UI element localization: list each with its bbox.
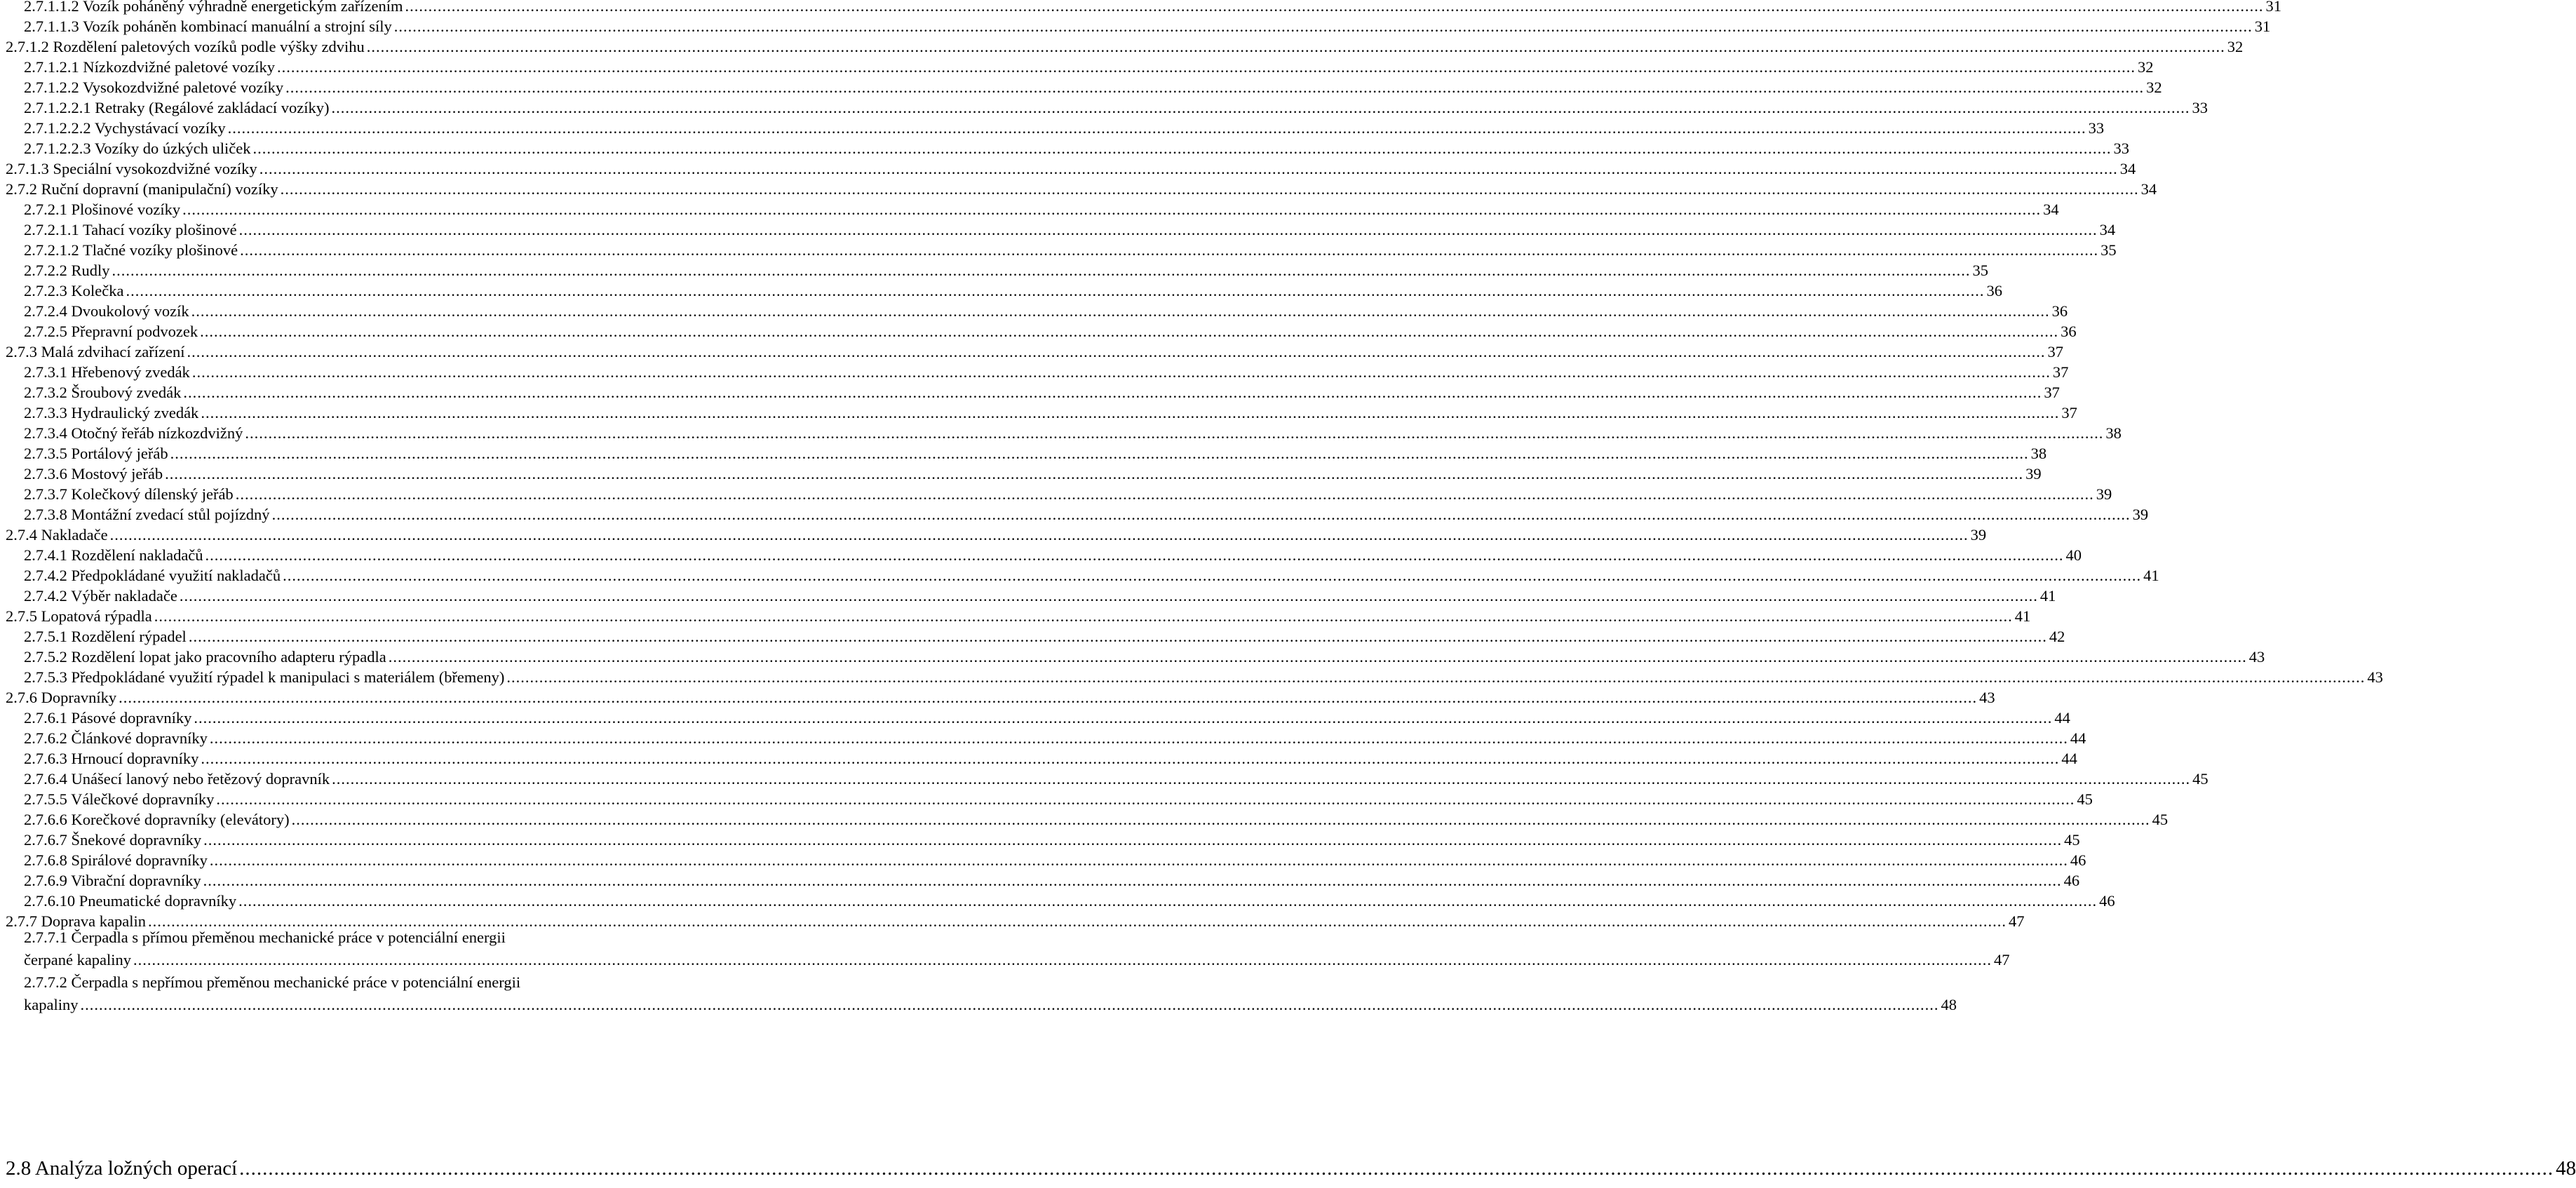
dot-leader: ................................................................................................................................................................................................................................................................................................................................................................................................................ xyxy=(170,445,2029,462)
toc-entry[interactable] xyxy=(6,525,1987,546)
dot-leader: ................................................................................................................................................................................................................................................................................................................................................................................................................ xyxy=(405,0,2264,15)
dot-leader: ................................................................................................................................................................................................................................................................................................................................................................................................................ xyxy=(235,485,2094,503)
toc-entry-title: 2.7.6.1 Pásové dopravníky xyxy=(24,709,192,727)
toc-entry[interactable] xyxy=(24,260,1989,281)
toc-entry-title: 2.7.3 Malá zdvihací zařízení xyxy=(6,343,185,360)
toc-page-number: 39 xyxy=(1970,526,1987,544)
toc-entry[interactable] xyxy=(24,565,2159,586)
toc-entry[interactable] xyxy=(6,179,2157,200)
toc-entry-title: 2.7.3.8 Montážní zvedací stůl pojízdný xyxy=(24,506,270,523)
toc-entry[interactable] xyxy=(6,342,2064,363)
toc-entry-title: 2.7.2.3 Kolečka xyxy=(24,282,124,299)
toc-entry[interactable] xyxy=(24,769,2209,790)
toc-page-number: 43 xyxy=(2248,648,2265,666)
toc-entry-title: 2.7.3.3 Hydraulický zvedák xyxy=(24,404,199,421)
toc-entry[interactable] xyxy=(24,57,2154,78)
dot-leader: ................................................................................................................................................................................................................................................................................................................................................................................................................ xyxy=(331,99,2190,116)
toc-entry[interactable] xyxy=(24,950,2010,971)
toc-entry-title: 2.7.1.2.2.2 Vychystávací vozíky xyxy=(24,119,226,137)
dot-leader: ................................................................................................................................................................................................................................................................................................................................................................................................................ xyxy=(216,790,2075,808)
toc-page-number: 32 xyxy=(2227,38,2244,55)
toc-page-number: 42 xyxy=(2049,628,2065,645)
toc-page-number: 32 xyxy=(2138,58,2154,76)
toc-entry-title: 2.7.5.2 Rozdělení lopat jako pracovního adapteru rýpadla xyxy=(24,648,386,666)
toc-entry[interactable] xyxy=(24,403,2077,424)
toc-entry-title: 2.7.4.2 Výběr nakladače xyxy=(24,587,177,605)
toc-entry[interactable] xyxy=(24,728,2086,749)
dot-leader: ................................................................................................................................................................................................................................................................................................................................................................................................................ xyxy=(194,709,2053,727)
toc-entry[interactable] xyxy=(24,220,2116,241)
toc-page-number: 48 xyxy=(1941,996,1957,1013)
toc-entry[interactable] xyxy=(24,0,2281,17)
toc-entry[interactable] xyxy=(24,708,2070,729)
toc-entry-title: 2.7.2.1.2 Tlačné vozíky plošinové xyxy=(24,241,238,259)
toc-page-number: 44 xyxy=(2070,729,2086,747)
dot-leader: ................................................................................................................................................................................................................................................................................................................................................................................................................ xyxy=(205,546,2064,564)
toc-entry-title: 2.7.6 Dopravníky xyxy=(6,689,117,706)
toc-entry-title: 2.7.3.4 Otočný řeřáb nízkozdvižný xyxy=(24,424,243,442)
toc-entry-title: 2.7.1.2.2 Vysokozdvižné paletové vozíky xyxy=(24,79,284,96)
toc-entry-title: 2.7.4 Nakladače xyxy=(6,526,108,544)
toc-entry[interactable] xyxy=(24,281,2002,302)
toc-entry-title: 2.7.7 Doprava kapalin xyxy=(6,912,146,930)
toc-entry-title: 2.7.1.2.2.3 Vozíky do úzkých uliček xyxy=(24,140,251,157)
toc-entry-title: 2.7.3.7 Kolečkový dílenský jeřáb xyxy=(24,485,234,503)
dot-leader: ................................................................................................................................................................................................................................................................................................................................................................................................................ xyxy=(201,750,2060,767)
dot-leader: ................................................................................................................................................................................................................................................................................................................................................................................................................ xyxy=(227,119,2086,137)
dot-leader: ................................................................................................................................................................................................................................................................................................................................................................................................................ xyxy=(252,140,2112,157)
dot-leader: ................................................................................................................................................................................................................................................................................................................................................................................................................ xyxy=(133,951,1992,968)
toc-entry-title-line1[interactable]: 2.7.7.2 Čerpadla s nepřímou přeměnou mechanické práce v potenciální energii xyxy=(24,973,521,991)
toc-page-number: 41 xyxy=(2143,567,2159,584)
dot-leader: ................................................................................................................................................................................................................................................................................................................................................................................................................ xyxy=(200,323,2059,340)
dot-leader: ................................................................................................................................................................................................................................................................................................................................................................................................................ xyxy=(283,567,2142,584)
toc-entry-title: 2.7.6.3 Hrnoucí dopravníky xyxy=(24,750,199,767)
toc-page-number: 34 xyxy=(2043,201,2059,218)
toc-entry-title-line1[interactable]: 2.7.7.1 Čerpadla s přímou přeměnou mechanické práce v potenciální energii xyxy=(24,929,506,946)
dot-leader: ................................................................................................................................................................................................................................................................................................................................................................................................................ xyxy=(182,201,2042,218)
toc-entry[interactable] xyxy=(24,423,2122,444)
dot-leader: ................................................................................................................................................................................................................................................................................................................................................................................................................ xyxy=(203,831,2063,849)
toc-page-number: 38 xyxy=(2030,445,2047,462)
toc-entry[interactable] xyxy=(24,545,2082,566)
toc-page-number: 32 xyxy=(2146,79,2162,96)
toc-entry-title: 2.7.1.1.3 Vozík poháněn kombinací manuální a strojní síly xyxy=(24,18,392,35)
toc-page-number: 34 xyxy=(2119,160,2136,177)
toc-entry-title: 2.7.6.9 Vibrační dopravníky xyxy=(24,872,201,889)
toc-entry-title: 2.7.3.5 Portálový jeřáb xyxy=(24,445,168,462)
dot-leader: ................................................................................................................................................................................................................................................................................................................................................................................................................ xyxy=(203,872,2062,889)
toc-entry[interactable] xyxy=(24,484,2112,505)
toc-page-number: 31 xyxy=(2265,0,2281,15)
dot-leader: ................................................................................................................................................................................................................................................................................................................................................................................................................ xyxy=(239,1157,2554,1180)
toc-entry[interactable] xyxy=(6,1156,2576,1181)
dot-leader: ................................................................................................................................................................................................................................................................................................................................................................................................................ xyxy=(119,689,1978,706)
toc-entry-title: kapaliny xyxy=(24,996,79,1013)
toc-page-number: 44 xyxy=(2061,750,2077,767)
toc-entry-title: 2.7.6.10 Pneumatické dopravníky xyxy=(24,892,237,910)
toc-entry[interactable] xyxy=(24,118,2105,139)
dot-leader: ................................................................................................................................................................................................................................................................................................................................................................................................................ xyxy=(154,607,2013,625)
dot-leader: ................................................................................................................................................................................................................................................................................................................................................................................................................ xyxy=(201,404,2060,421)
toc-entry[interactable] xyxy=(24,199,2059,220)
toc-page-number: 46 xyxy=(2099,892,2115,910)
toc-entry-title: 2.7.2.2 Rudly xyxy=(24,262,110,279)
toc-entry[interactable] xyxy=(6,158,2136,180)
toc-entry[interactable] xyxy=(24,362,2069,383)
toc-entry[interactable] xyxy=(24,77,2162,98)
toc-page-number: 43 xyxy=(1979,689,1995,706)
toc-entry[interactable] xyxy=(24,748,2077,769)
toc-page-number: 35 xyxy=(2100,241,2117,259)
toc-page-number: 36 xyxy=(2061,323,2077,340)
toc-entry-title: 2.7.4.1 Rozdělení nakladačů xyxy=(24,546,203,564)
dot-leader: ................................................................................................................................................................................................................................................................................................................................................................................................................ xyxy=(109,526,1969,544)
dot-leader: ................................................................................................................................................................................................................................................................................................................................................................................................................ xyxy=(147,912,2007,930)
dot-leader: ................................................................................................................................................................................................................................................................................................................................................................................................................ xyxy=(183,384,2042,401)
toc-entry[interactable] xyxy=(24,138,2130,159)
toc-entry[interactable] xyxy=(24,504,2149,525)
dot-leader: ................................................................................................................................................................................................................................................................................................................................................................................................................ xyxy=(191,302,2050,320)
toc-page-number: 47 xyxy=(2008,912,2025,930)
dot-leader: ................................................................................................................................................................................................................................................................................................................................................................................................................ xyxy=(393,18,2253,35)
toc-entry[interactable] xyxy=(6,36,2244,58)
toc-page-number: 33 xyxy=(2192,99,2208,116)
toc-page-number: 39 xyxy=(2132,506,2149,523)
dot-leader: ................................................................................................................................................................................................................................................................................................................................................................................................................ xyxy=(188,628,2047,645)
toc-page-number: 39 xyxy=(2025,465,2042,482)
toc-page-number: 37 xyxy=(2061,404,2077,421)
dot-leader: ................................................................................................................................................................................................................................................................................................................................................................................................................ xyxy=(271,506,2131,523)
dot-leader: ................................................................................................................................................................................................................................................................................................................................................................................................................ xyxy=(388,648,2247,666)
toc-entry-title: 2.7.6.2 Článkové dopravníky xyxy=(24,729,208,747)
toc-entry[interactable] xyxy=(24,850,2086,871)
toc-entry-title: 2.7.6.8 Spirálové dopravníky xyxy=(24,851,208,869)
toc-entry[interactable] xyxy=(24,667,2383,688)
toc-entry[interactable] xyxy=(24,647,2265,668)
dot-leader: ................................................................................................................................................................................................................................................................................................................................................................................................................ xyxy=(191,363,2051,381)
toc-entry-title: 2.7.1.2.1 Nízkozdvižné paletové vozíky xyxy=(24,58,276,76)
dot-leader: ................................................................................................................................................................................................................................................................................................................................................................................................................ xyxy=(187,343,2046,360)
toc-entry[interactable] xyxy=(24,626,2065,647)
dot-leader: ................................................................................................................................................................................................................................................................................................................................................................................................................ xyxy=(179,587,2038,605)
toc-page-number: 38 xyxy=(2105,424,2122,442)
toc-page-number: 47 xyxy=(1994,951,2010,968)
toc-page-number: 35 xyxy=(1972,262,1989,279)
toc-entry-title: čerpané kapaliny xyxy=(24,951,132,968)
dot-leader: ................................................................................................................................................................................................................................................................................................................................................................................................................ xyxy=(291,811,2150,828)
dot-leader: ................................................................................................................................................................................................................................................................................................................................................................................................................ xyxy=(285,79,2145,96)
toc-entry[interactable] xyxy=(24,382,2060,403)
toc-entry-title: 2.7.1.3 Speciální vysokozdvižné vozíky xyxy=(6,160,257,177)
toc-entry-title: 2.7.5.1 Rozdělení rýpadel xyxy=(24,628,187,645)
toc-entry[interactable] xyxy=(24,97,2208,119)
toc-page-number: 44 xyxy=(2054,709,2070,727)
toc-page-number: 45 xyxy=(2077,790,2093,808)
toc-page-number: 34 xyxy=(2140,180,2157,198)
dot-leader: ................................................................................................................................................................................................................................................................................................................................................................................................................ xyxy=(80,996,1939,1013)
dot-leader: ................................................................................................................................................................................................................................................................................................................................................................................................................ xyxy=(165,465,2024,482)
toc-entry-title: 2.7.6.6 Korečkové dopravníky (elevátory) xyxy=(24,811,290,828)
toc-page-number: 37 xyxy=(2047,343,2064,360)
toc-entry-title: 2.7.3.1 Hřebenový zvedák xyxy=(24,363,190,381)
toc-page-number: 37 xyxy=(2044,384,2060,401)
toc-entry-title: 2.7.1.1.2 Vozík poháněný výhradně energetickým zařízením xyxy=(24,0,403,15)
toc-page-number: 33 xyxy=(2113,140,2130,157)
toc-entry[interactable] xyxy=(24,809,2169,830)
toc-entry[interactable] xyxy=(24,870,2080,891)
dot-leader: ................................................................................................................................................................................................................................................................................................................................................................................................................ xyxy=(209,729,2068,747)
dot-leader: ................................................................................................................................................................................................................................................................................................................................................................................................................ xyxy=(126,282,1985,299)
dot-leader: ................................................................................................................................................................................................................................................................................................................................................................................................................ xyxy=(280,180,2139,198)
toc-entry-title: 2.7.6.7 Šnekové dopravníky xyxy=(24,831,202,849)
toc-page-number: 34 xyxy=(2099,221,2116,238)
toc-page-number: 41 xyxy=(2039,587,2056,605)
dot-leader: ................................................................................................................................................................................................................................................................................................................................................................................................................ xyxy=(238,892,2098,910)
toc-entry-title: 2.7.2 Ruční dopravní (manipulační) vozíky xyxy=(6,180,278,198)
toc-entry[interactable] xyxy=(24,789,2093,810)
toc-entry[interactable] xyxy=(24,891,2115,912)
toc-entry-title: 2.7.4.2 Předpokládané využití nakladačů xyxy=(24,567,281,584)
toc-page-number: 37 xyxy=(2052,363,2069,381)
toc-page-number: 48 xyxy=(2556,1157,2576,1180)
dot-leader: ................................................................................................................................................................................................................................................................................................................................................................................................................ xyxy=(366,38,2225,55)
toc-page-number: 36 xyxy=(1986,282,2002,299)
dot-leader: ................................................................................................................................................................................................................................................................................................................................................................................................................ xyxy=(112,262,1971,279)
toc-entry-title: 2.7.1.2 Rozdělení paletových vozíků podle výšky zdvihu xyxy=(6,38,365,55)
toc-entry-title: 2.7.5 Lopatová rýpadla xyxy=(6,607,152,625)
toc-page-number: 41 xyxy=(2014,607,2031,625)
toc-entry-title: 2.7.2.5 Přepravní podvozek xyxy=(24,323,198,340)
toc-entry[interactable] xyxy=(24,240,2117,261)
toc-entry-title: 2.7.6.4 Unášecí lanový nebo řetězový dopravník xyxy=(24,770,330,788)
toc-page-number: 45 xyxy=(2064,831,2080,849)
toc-entry[interactable] xyxy=(6,687,1995,708)
toc-page-number: 45 xyxy=(2152,811,2169,828)
toc-page-number: 45 xyxy=(2192,770,2209,788)
toc-entry[interactable] xyxy=(24,586,2056,607)
toc-entry[interactable] xyxy=(24,301,2068,322)
toc-entry-title: 2.7.2.4 Dvoukolový vozík xyxy=(24,302,189,320)
dot-leader: ................................................................................................................................................................................................................................................................................................................................................................................................................ xyxy=(277,58,2136,76)
toc-entry[interactable] xyxy=(24,830,2080,851)
dot-leader: ................................................................................................................................................................................................................................................................................................................................................................................................................ xyxy=(259,160,2118,177)
toc-entry-title: 2.7.2.1.1 Tahací vozíky plošinové xyxy=(24,221,237,238)
toc-entry-title: 2.7.5.3 Předpokládané využití rýpadel k manipulaci s materiálem (břemeny) xyxy=(24,668,505,686)
dot-leader: ................................................................................................................................................................................................................................................................................................................................................................................................................ xyxy=(209,851,2068,869)
toc-entry-title: 2.7.2.1 Plošinové vozíky xyxy=(24,201,181,218)
toc-page-number: 36 xyxy=(2051,302,2068,320)
toc-page-number: 40 xyxy=(2065,546,2082,564)
toc-page-number: 46 xyxy=(2063,872,2080,889)
dot-leader: ................................................................................................................................................................................................................................................................................................................................................................................................................ xyxy=(332,770,2191,788)
dot-leader: ................................................................................................................................................................................................................................................................................................................................................................................................................ xyxy=(240,241,2099,259)
toc-page-number: 39 xyxy=(2096,485,2112,503)
toc-entry-title: 2.7.1.2.2.1 Retraky (Regálové zakládací vozíky) xyxy=(24,99,330,116)
toc-entry-title: 2.8 Analýza ložných operací xyxy=(6,1157,238,1180)
toc-page-number: 43 xyxy=(2367,668,2383,686)
toc-entry-title: 2.7.5.5 Válečkové dopravníky xyxy=(24,790,215,808)
toc-entry-title: 2.7.3.6 Mostový jeřáb xyxy=(24,465,163,482)
toc-entry[interactable] xyxy=(24,464,2042,485)
toc-page-number: 46 xyxy=(2070,851,2086,869)
toc-entry[interactable] xyxy=(24,321,2077,342)
toc-page-number: 33 xyxy=(2088,119,2105,137)
toc-entry[interactable] xyxy=(24,443,2047,464)
toc-page-number: 31 xyxy=(2254,18,2271,35)
toc-entry[interactable] xyxy=(24,16,2271,37)
dot-leader: ................................................................................................................................................................................................................................................................................................................................................................................................................ xyxy=(245,424,2104,442)
toc-entry-title: 2.7.3.2 Šroubový zvedák xyxy=(24,384,182,401)
toc-entry[interactable] xyxy=(24,994,1957,1015)
dot-leader: ................................................................................................................................................................................................................................................................................................................................................................................................................ xyxy=(238,221,2098,238)
dot-leader: ................................................................................................................................................................................................................................................................................................................................................................................................................ xyxy=(506,668,2366,686)
toc-entry[interactable] xyxy=(6,606,2031,627)
